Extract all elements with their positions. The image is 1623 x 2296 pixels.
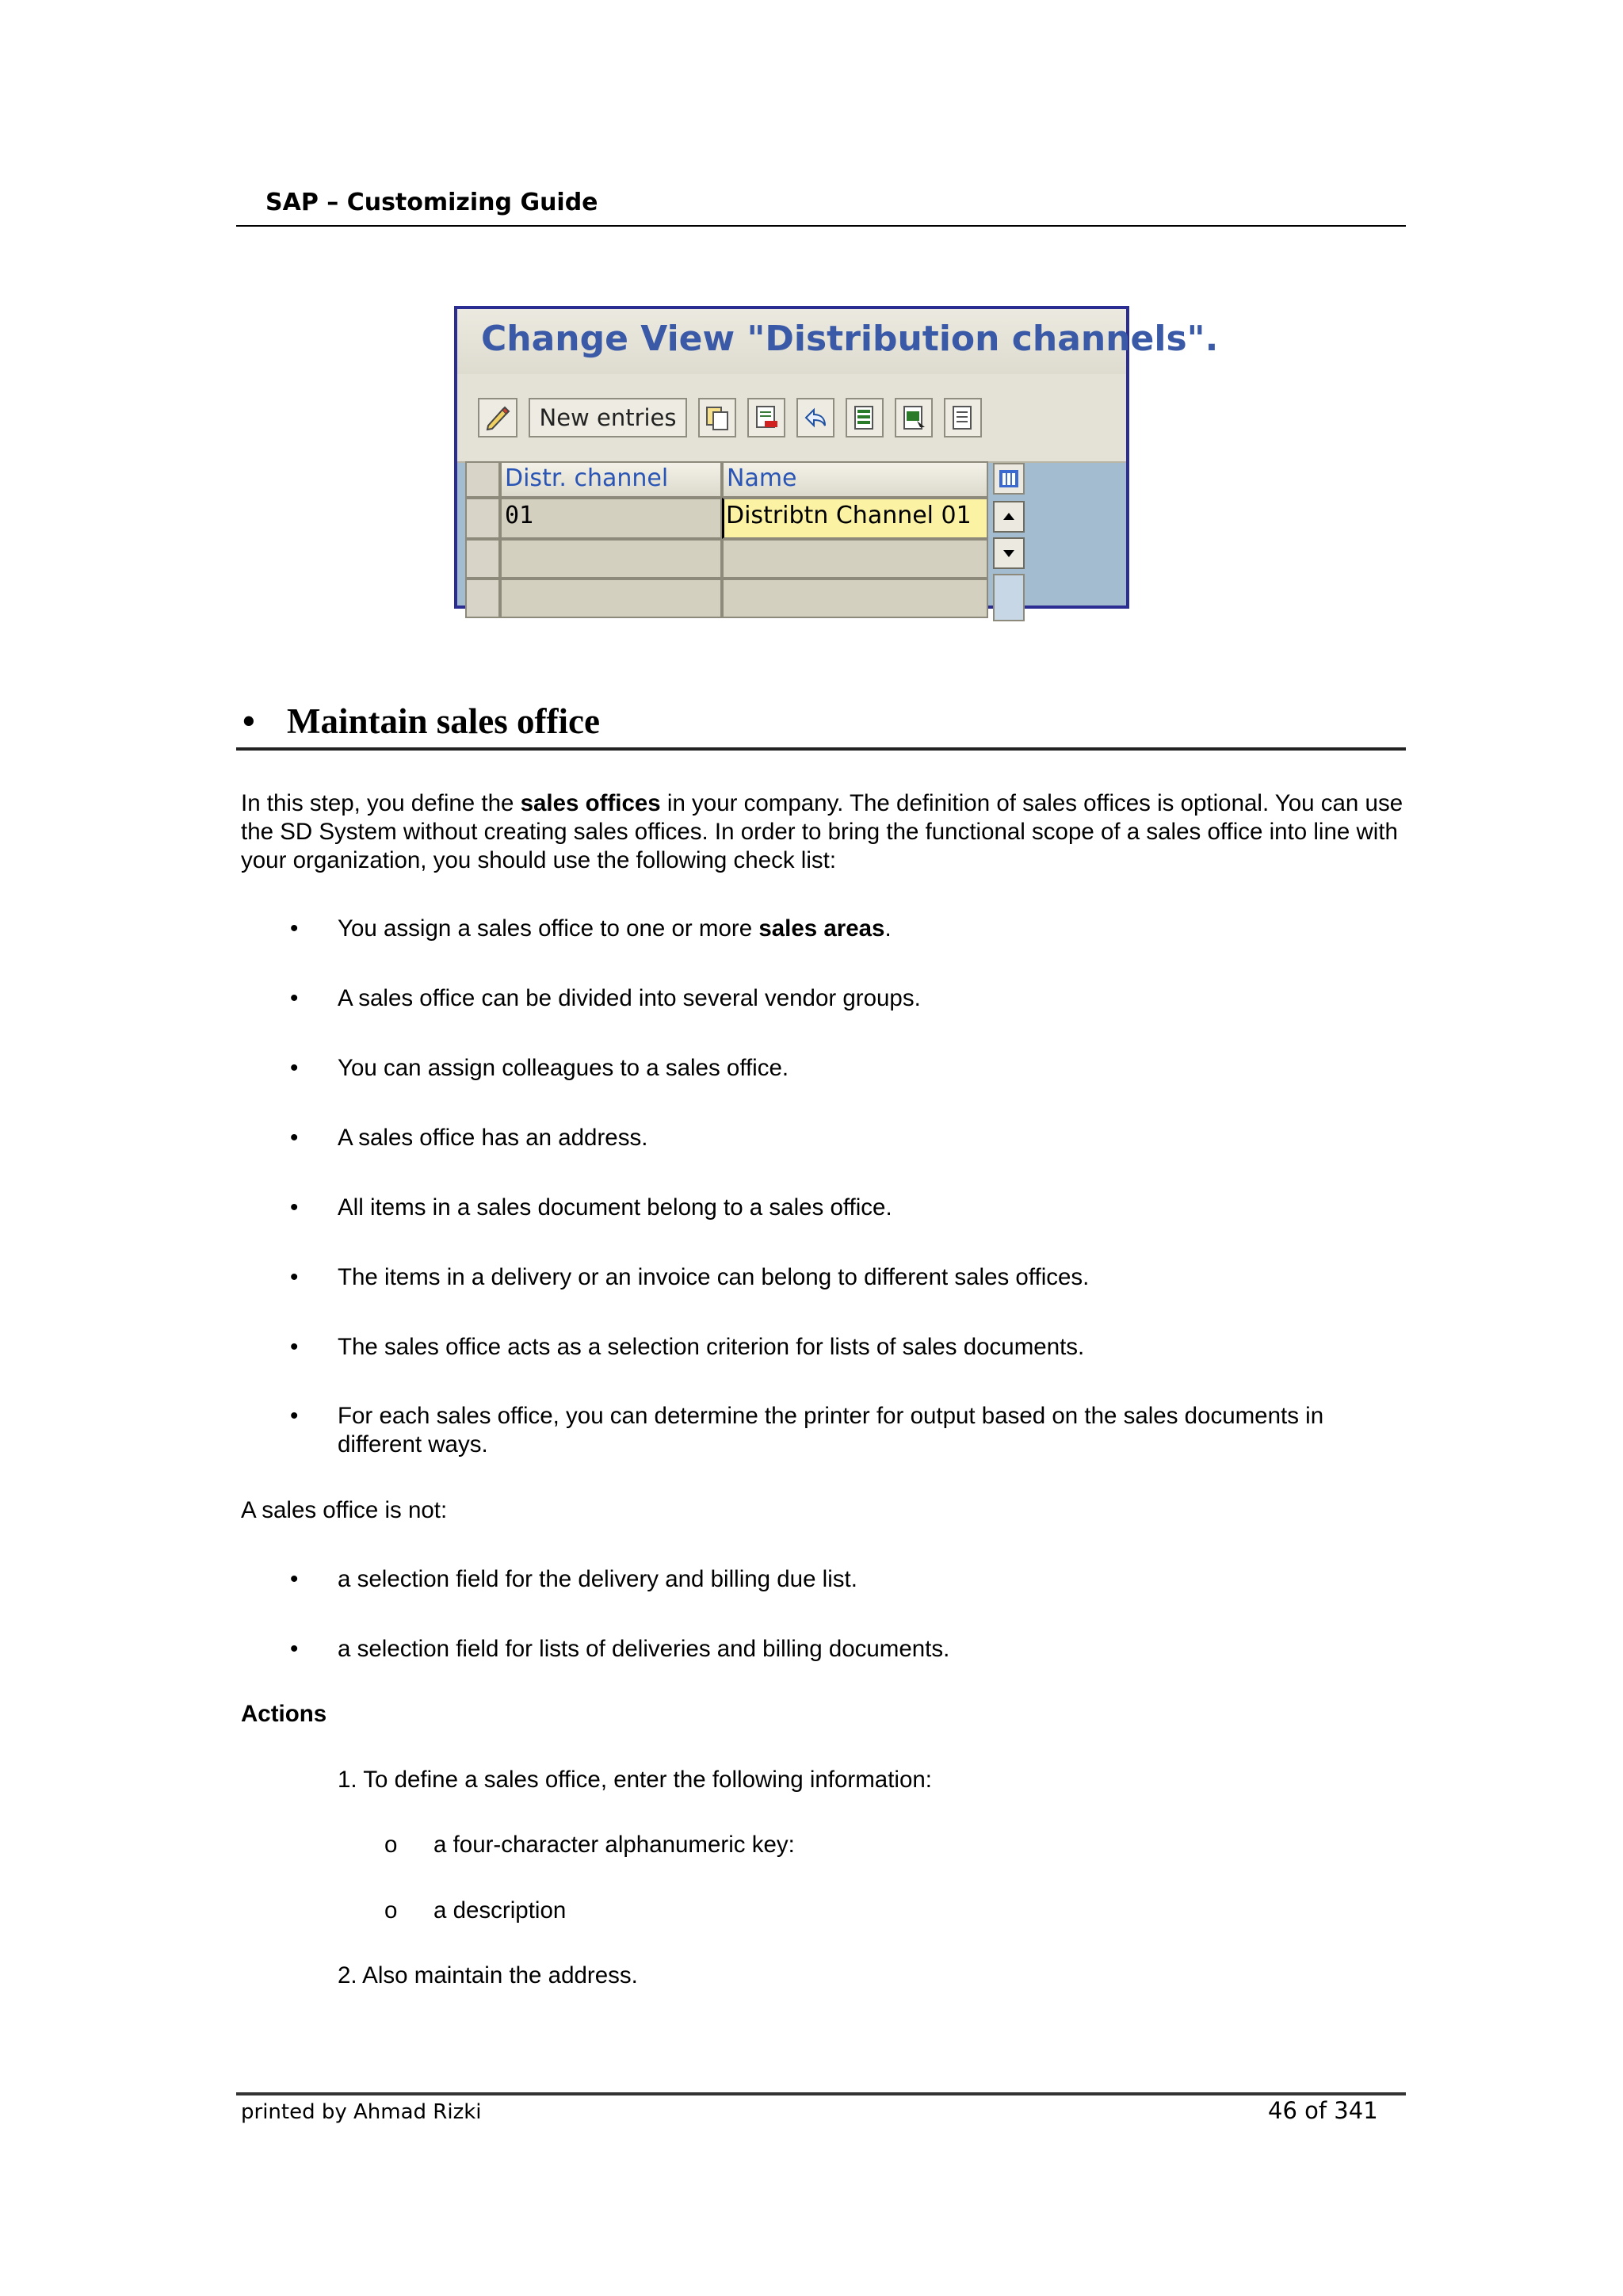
footer-rule (236, 2092, 1406, 2095)
section-rule (236, 747, 1406, 751)
table-cell-distr-channel[interactable] (500, 539, 722, 579)
deselect-all-icon[interactable] (944, 398, 982, 437)
scrollbar-track[interactable] (993, 574, 1025, 621)
column-header-name[interactable]: Name (722, 461, 988, 498)
distribution-channels-table (465, 461, 1012, 620)
display-change-icon[interactable] (478, 398, 517, 437)
new-entries-button[interactable]: New entries (529, 398, 687, 437)
sap-screen-title: Change View "Distribution channels". (481, 319, 1219, 359)
delete-icon[interactable] (747, 398, 785, 437)
undo-icon[interactable] (796, 398, 834, 437)
actions-heading: Actions (241, 1701, 327, 1727)
table-cell-distr-channel[interactable]: 01 (500, 498, 722, 539)
sap-toolbar (457, 374, 1126, 463)
row-selector[interactable] (465, 498, 500, 539)
sap-screenshot (454, 306, 1219, 609)
table-cell-name[interactable] (722, 579, 988, 618)
header-rule (236, 225, 1406, 227)
table-cell-distr-channel[interactable] (500, 579, 722, 618)
action-step: 1. To define a sales office, enter the following information: (338, 1767, 932, 1793)
footer-printed-by: printed by Ahmad Rizki (241, 2100, 482, 2124)
heading-bullet: • (242, 701, 255, 741)
table-cell-name[interactable] (722, 539, 988, 579)
page-number: 46 of 341 (1268, 2097, 1378, 2124)
table-settings-icon[interactable] (993, 463, 1025, 495)
copy-icon[interactable] (698, 398, 736, 437)
scroll-up-icon[interactable] (993, 501, 1025, 533)
select-all-rows-button[interactable] (465, 461, 500, 498)
row-selector[interactable] (465, 579, 500, 618)
intro-paragraph: In this step, you define the sales offices in your company. The definition of sales offices is optional. You can use the SD System without creating sales offices. In order to bring the functional scope of a sales office into line with your organization, you should use the following check list: (241, 790, 1403, 873)
not-intro-paragraph: A sales office is not: (241, 1497, 448, 1523)
column-header-distr-channel[interactable]: Distr. channel (500, 461, 722, 498)
select-all-icon[interactable] (846, 398, 884, 437)
section-heading-text: Maintain sales office (287, 701, 600, 741)
sap-title-bar (457, 309, 1219, 374)
scroll-down-icon[interactable] (993, 537, 1025, 569)
select-block-icon[interactable] (895, 398, 933, 437)
table-cell-name[interactable]: Distribtn Channel 01 (722, 498, 988, 539)
row-selector[interactable] (465, 539, 500, 579)
section-heading (242, 701, 600, 742)
action-step: 2. Also maintain the address. (338, 1962, 638, 1988)
running-header: SAP – Customizing Guide (265, 189, 598, 216)
